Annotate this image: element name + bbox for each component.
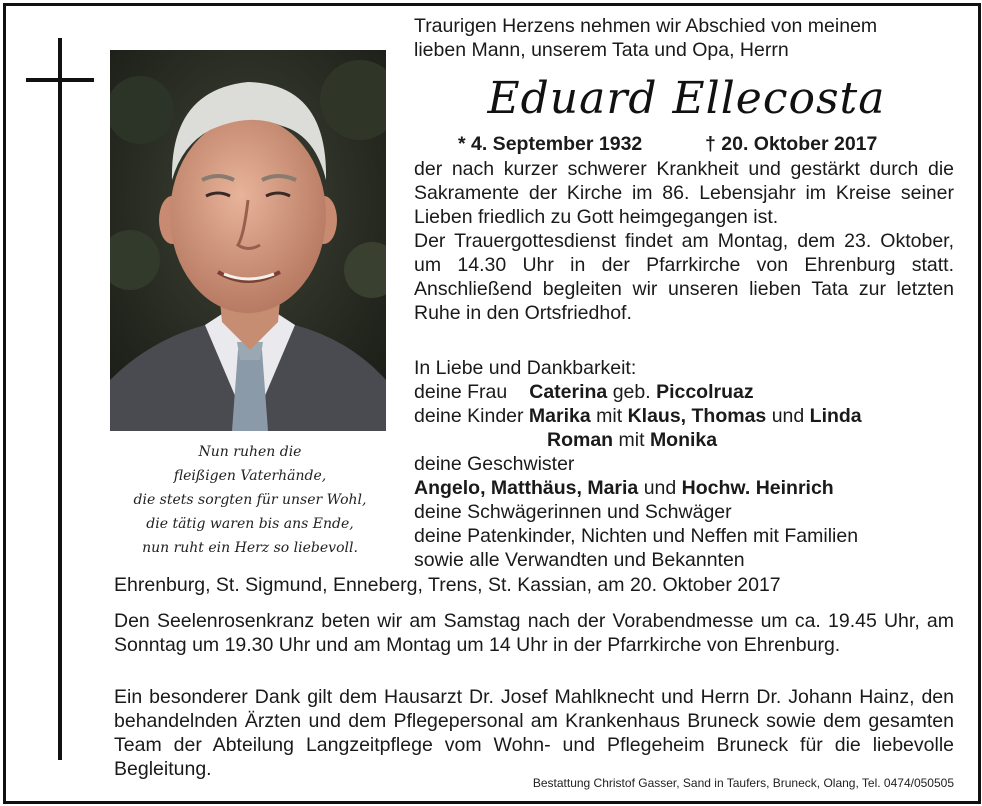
- mourner-siblings-label: deine Geschwister: [414, 453, 575, 475]
- mourner-connector: und: [643, 477, 677, 499]
- obituary-body: [414, 157, 954, 325]
- mourner-name: Roman: [547, 429, 614, 451]
- portrait-illustration: [110, 50, 386, 431]
- mourner-name: Klaus, Thomas: [627, 405, 767, 427]
- intro-line: lieben Mann, unserem Tata und Opa, Herrn: [414, 39, 789, 61]
- rosary-text: Den Seelenrosenkranz beten wir am Samstag nach der Vorabendmesse um ca. 19.45 Uhr, am Sonntag um 19.30 Uhr und am Montag um 14 Uhr in der Pfarrkirche von Ehrenburg.: [114, 610, 954, 656]
- mourner-connector: geb.: [612, 381, 651, 403]
- death-date: † 20. Oktober 2017: [705, 133, 878, 155]
- mourner-name: Marika: [528, 405, 591, 427]
- mourner-relatives: sowie alle Verwandten und Bekannten: [414, 549, 745, 571]
- mourner-name: Caterina: [529, 381, 608, 403]
- poem-line: fleißigen Vaterhände,: [173, 468, 327, 484]
- mourner-connector: und: [771, 405, 805, 427]
- portrait-photo: [110, 50, 386, 431]
- mourner-children: [414, 404, 959, 428]
- poem-line: die stets sorgten für unser Wohl,: [133, 492, 367, 508]
- birth-date: * 4. September 1932: [458, 133, 643, 155]
- mourners-heading: In Liebe und Dankbarkeit:: [414, 357, 637, 379]
- place-and-date: Ehrenburg, St. Sigmund, Enneberg, Trens, St. Kassian, am 20. Oktober 2017: [114, 574, 781, 596]
- mourner-name: Hochw. Heinrich: [681, 477, 834, 499]
- cross-icon: [58, 38, 62, 760]
- mourner-inlaws: deine Schwägerinnen und Schwäger: [414, 501, 732, 523]
- poem-line: nun ruht ein Herz so liebevoll.: [142, 540, 358, 556]
- mourner-godchildren: deine Patenkinder, Nichten und Neffen mit Familien: [414, 525, 859, 547]
- mourner-name: Linda: [809, 405, 862, 427]
- memorial-poem: [100, 440, 400, 560]
- mourner-name: Monika: [649, 429, 718, 451]
- mourner-name: Piccolruaz: [656, 381, 754, 403]
- poem-line: die tätig waren bis ans Ende,: [146, 516, 354, 532]
- mourner-connector: mit: [618, 429, 645, 451]
- deceased-name: Eduard Ellecosta: [487, 73, 886, 124]
- mourner-wife: [414, 380, 959, 404]
- intro-text: [414, 14, 959, 62]
- mourner-name: Angelo, Matthäus, Maria: [414, 477, 639, 499]
- thanks-text: Ein besonderer Dank gilt dem Hausarzt Dr. Josef Mahlknecht und Herrn Dr. Johann Hainz, den behandelnden Ärzten und dem Pflegepersonal am Krankenhaus Bruneck sowie dem gesamten Team der Abteilung Langzeitpflege vom Wohn- und Pflegeheim Bruneck für die liebevolle Begleitung.: [114, 686, 954, 780]
- cross-icon-bar: [26, 78, 94, 82]
- intro-line: Traurigen Herzens nehmen wir Abschied von meinem: [414, 15, 878, 37]
- passing-text: der nach kurzer schwerer Krankheit und gestärkt durch die Sakramente der Kirche im 86. Lebensjahr im Kreise seiner Lieben friedlich zu Gott heimgegangen ist.: [414, 158, 954, 228]
- mourner-label: deine Kinder: [414, 405, 524, 427]
- mourner-child-roman: [414, 428, 959, 452]
- mourner-label: deine Frau: [414, 381, 508, 403]
- service-text: Der Trauergottesdienst findet am Montag, dem 23. Oktober, um 14.30 Uhr in der Pfarrkirche von Ehrenburg statt. Anschließend begleiten wir unseren lieben Tata zur letzten Ruhe in den Ortsfriedhof.: [414, 230, 954, 324]
- mourner-connector: mit: [596, 405, 623, 427]
- mourners-list: [414, 356, 959, 572]
- funeral-home-credit: Bestattung Christof Gasser, Sand in Taufers, Bruneck, Olang, Tel. 0474/050505: [532, 776, 954, 790]
- poem-line: Nun ruhen die: [198, 444, 302, 460]
- mourner-siblings: [414, 476, 959, 500]
